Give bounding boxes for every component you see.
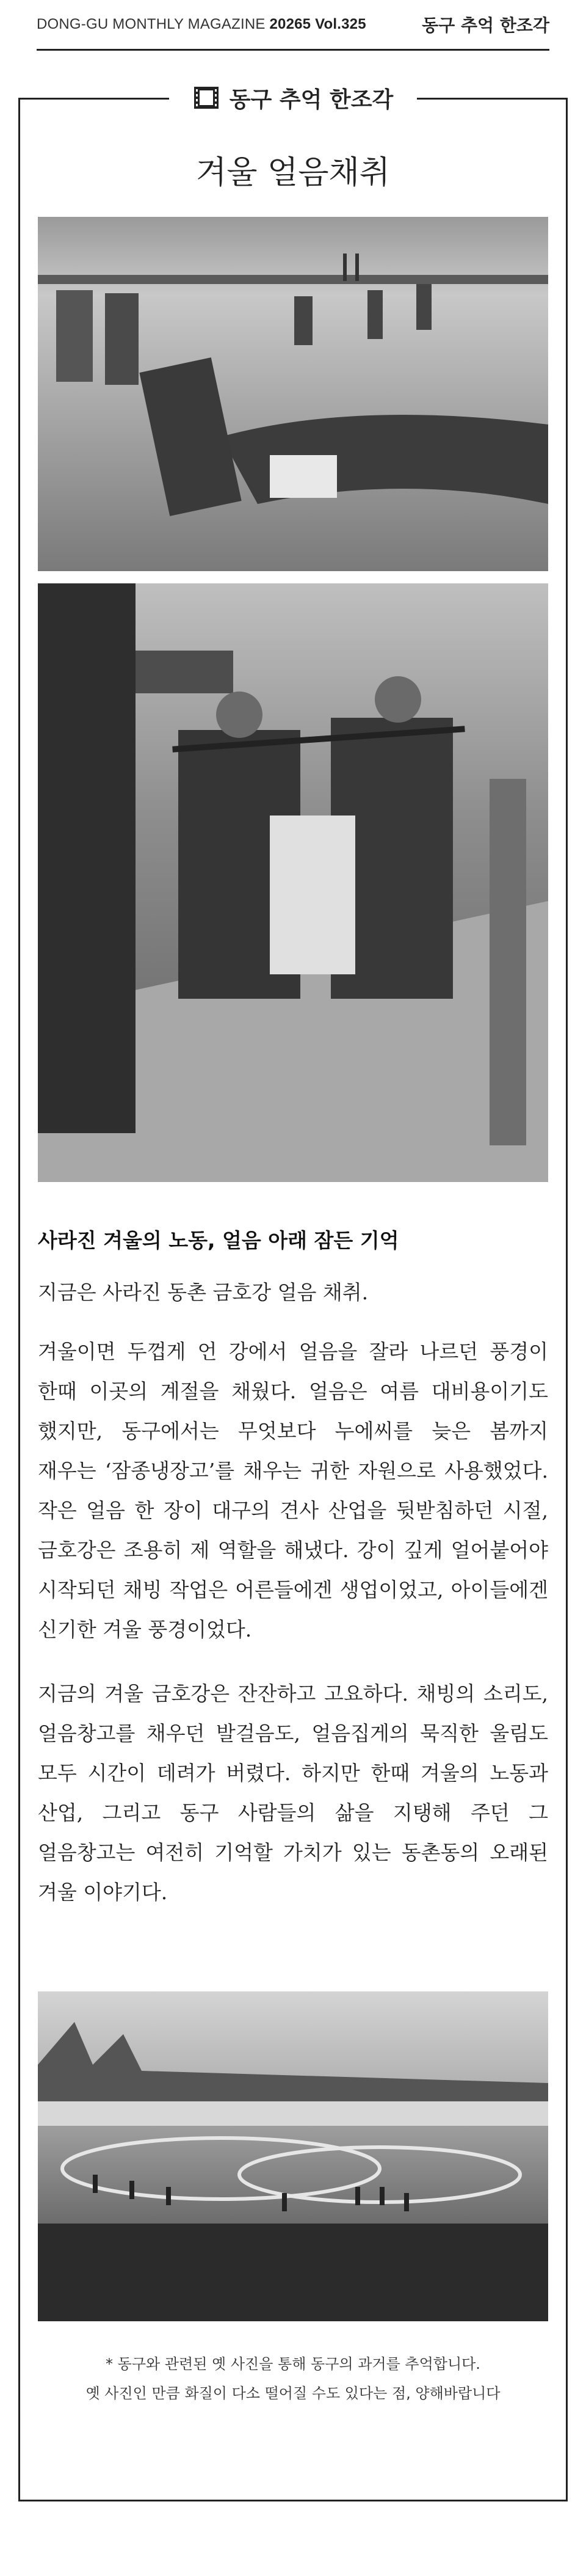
footnote-line-1: * 동구와 관련된 옛 사진을 통해 동구의 과거를 추억합니다. — [106, 2355, 480, 2373]
footnote-line-2: 옛 사진인 만큼 화질이 다소 떨어질 수도 있다는 점, 양해바랍니다 — [85, 2385, 501, 2402]
magazine-header — [37, 0, 549, 51]
magazine-info — [37, 16, 366, 33]
magazine-name: DONG-GU MONTHLY MAGAZINE — [37, 16, 266, 32]
article-lead: 지금은 사라진 동촌 금호강 얼음 채취. — [38, 1280, 369, 1304]
film-icon — [193, 84, 220, 111]
photo-ice-harvest-river — [38, 217, 548, 571]
paragraph-2: 지금의 겨울 금호강은 잔잔하고 고요하다. 채빙의 소리도, 얼음창고를 채우던 발걸음도, 얼음집게의 묵직한 울림도 모두 시간이 데려가 버렸다. 하지만 한때 겨울의 노동과 산업, 그리고 동구 사람들의 삶을 지탱해 주던 그 얼음창고는 여전히 기억할 가치가 있는 동촌동의 오래된 겨울 이야기다. — [38, 1682, 548, 1904]
section-badge — [169, 76, 417, 119]
badge-label: 동구 추억 한조각 — [229, 87, 394, 112]
article-subhead: 사라진 겨울의 노동, 얼음 아래 잠든 기억 — [38, 1228, 399, 1252]
paragraph-1: 겨울이면 두껍게 언 강에서 얼음을 잘라 나르던 풍경이 한때 이곳의 계절을 채웠다. 얼음은 여름 대비용이기도 했지만, 동구에서는 무엇보다 누에씨를 늦은 봄까지 재우는 ‘잠종냉장고’를 채우는 귀한 자원으로 사용했었다. 작은 얼음 한 장이 대구의 견사 산업을 뒷받침하던 시절, 금호강은 조용히 제 역할을 해냈다. 강이 깊게 얼어붙어야 시작되던 채빙 작업은 어른들에겐 생업이었고, 아이들에겐 신기한 겨울 풍경이었다. — [38, 1340, 548, 1641]
corner-title: 동구 추억 한조각 — [422, 15, 549, 35]
photo-workers-carrying-ice — [38, 583, 548, 1182]
photo-frozen-river-wide — [38, 1991, 548, 2321]
magazine-issue: 20265 Vol.325 — [269, 16, 366, 32]
article-title: 겨울 얼음채취 — [196, 155, 390, 191]
